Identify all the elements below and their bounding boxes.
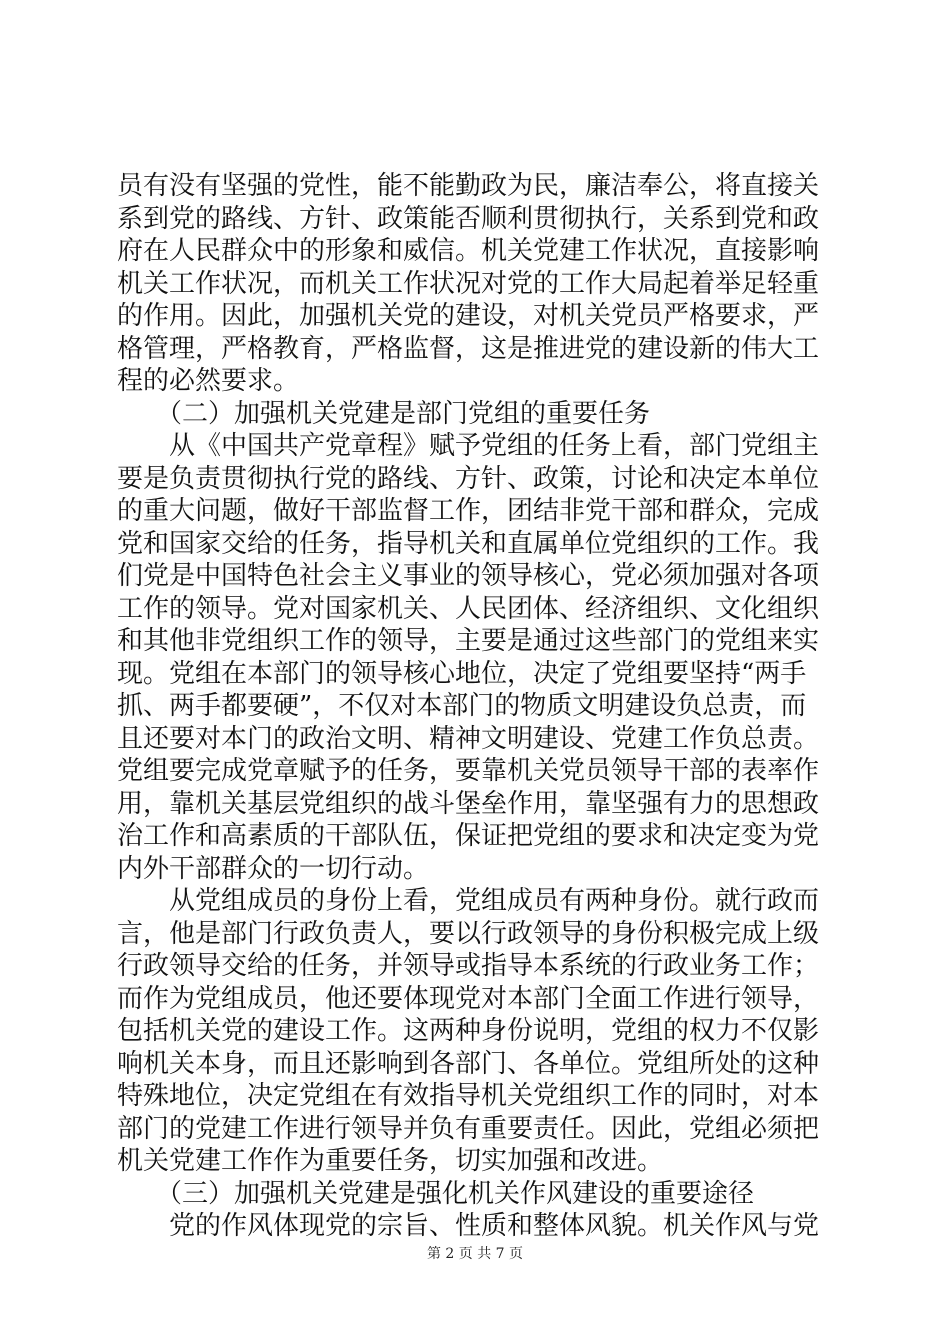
text-line: 从党组成员的身份上看，党组成员有两种身份。就行政而 — [117, 886, 820, 916]
text-line: 的重大问题，做好干部监督工作，团结非党干部和群众，完成 — [117, 496, 820, 526]
text-line: 格管理，严格教育，严格监督，这是推进党的建设新的伟大工 — [117, 333, 820, 364]
text-line: 部门的党建工作进行领导并负有重要责任。因此，党组必须把 — [117, 1113, 820, 1144]
text-line: （三）加强机关党建是强化机关作风建设的重要途径 — [117, 1178, 755, 1209]
text-line: 要是负责贯彻执行党的路线、方针、政策，讨论和决定本单位 — [117, 463, 820, 494]
text-line: 工作的领导。党对国家机关、人民团体、经济组织、文化组织 — [117, 593, 820, 624]
text-line: 现。党组在本部门的领导核心地位，决定了党组要坚持“两手 — [117, 658, 807, 689]
text-line: 们党是中国特色社会主义事业的领导核心，党必须加强对各项 — [117, 561, 820, 591]
text-line: 党和国家交给的任务，指导机关和直属单位党组织的工作。我 — [117, 528, 820, 559]
text-line: 响机关本身，而且还影响到各部门、各单位。党组所处的这种 — [117, 1048, 820, 1079]
text-line: 而作为党组成员，他还要体现党对本部门全面工作进行领导， — [117, 983, 820, 1014]
text-line: 的作用。因此，加强机关党的建设，对机关党员严格要求，严 — [117, 301, 820, 331]
text-line: 员有没有坚强的党性，能不能勤政为民，廉洁奉公，将直接关 — [117, 171, 820, 201]
text-line: 府在人民群众中的形象和威信。机关党建工作状况，直接影响 — [117, 236, 820, 266]
text-line: 治工作和高素质的干部队伍，保证把党组的要求和决定变为党 — [117, 821, 820, 851]
text-line: 系到党的路线、方针、政策能否顺利贯彻执行，关系到党和政 — [117, 203, 820, 234]
text-line: 从《中国共产党章程》赋予党组的任务上看，部门党组主 — [117, 431, 820, 461]
text-line: 程的必然要求。 — [117, 366, 300, 396]
text-line: 特殊地位，决定党组在有效指导机关党组织工作的同时，对本 — [117, 1081, 820, 1111]
text-line: 言，他是部门行政负责人，要以行政领导的身份积极完成上级 — [117, 918, 820, 949]
text-line: 用，靠机关基层党组织的战斗堡垒作用，靠坚强有力的思想政 — [117, 788, 820, 819]
text-line: 行政领导交给的任务，并领导或指导本系统的行政业务工作； — [117, 951, 820, 981]
text-line: 包括机关党的建设工作。这两种身份说明，党组的权力不仅影 — [117, 1016, 820, 1046]
document-body — [117, 170, 837, 1243]
text-line: （二）加强机关党建是部门党组的重要任务 — [117, 398, 651, 429]
text-line: 内外干部群众的一切行动。 — [117, 853, 430, 884]
text-line: 党的作风体现党的宗旨、性质和整体风貌。机关作风与党 — [117, 1211, 820, 1241]
page-footer: 第 2 页 共 7 页 — [426, 1246, 524, 1262]
text-line: 机关党建工作作为重要任务，切实加强和改进。 — [117, 1146, 664, 1176]
text-line: 且还要对本门的政治文明、精神文明建设、党建工作负总责。 — [117, 723, 820, 754]
text-line: 党组要完成党章赋予的任务，要靠机关党员领导干部的表率作 — [117, 756, 820, 786]
text-line: 机关工作状况，而机关工作状况对党的工作大局起着举足轻重 — [117, 268, 820, 299]
text-line: 抓、两手都要硬”，不仅对本部门的物质文明建设负总责，而 — [117, 691, 807, 721]
text-line: 和其他非党组织工作的领导，主要是通过这些部门的党组来实 — [117, 626, 820, 656]
